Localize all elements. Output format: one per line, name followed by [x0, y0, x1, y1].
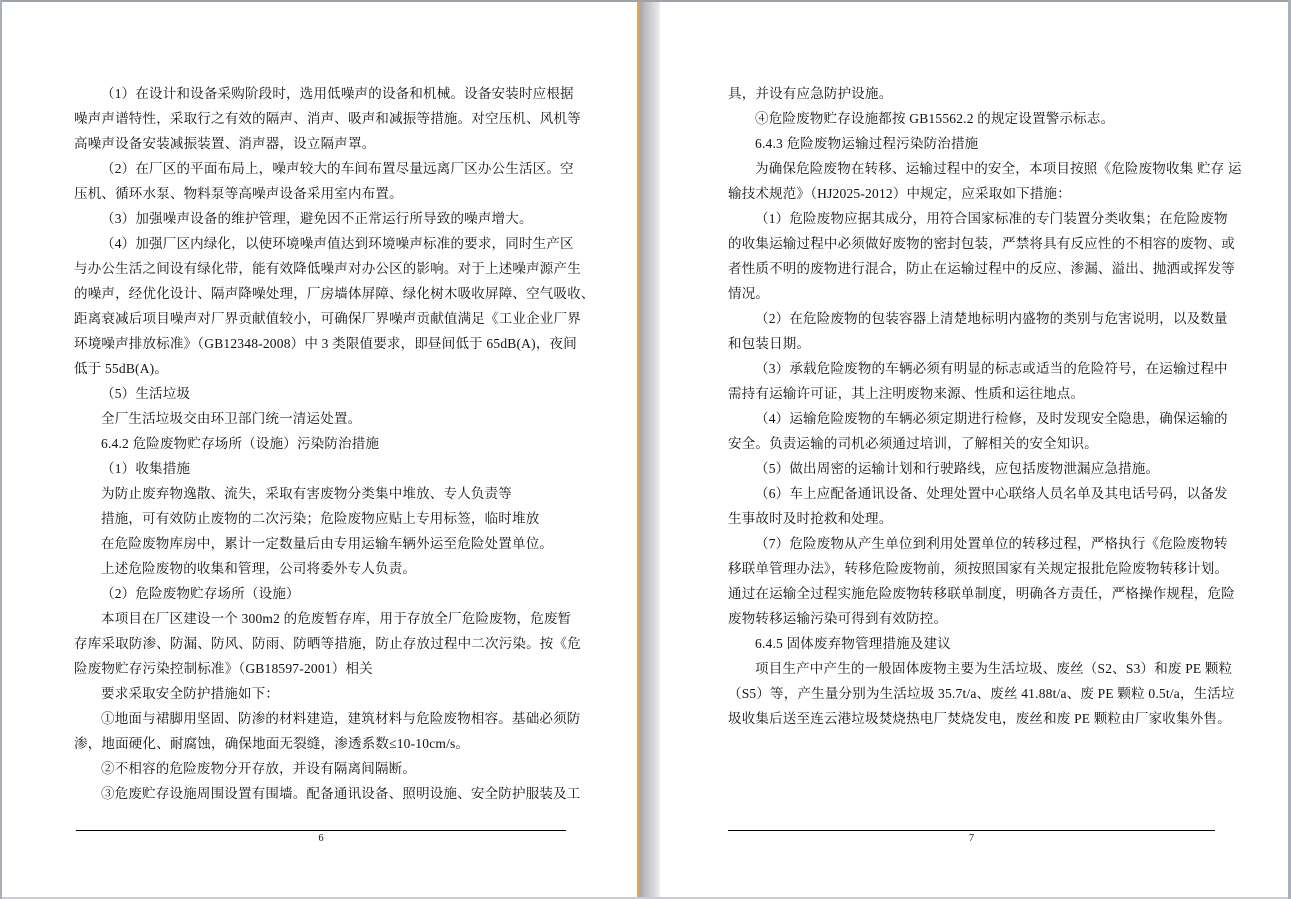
text-line: 的噪声，经优化设计、隔声降噪处理，厂房墙体屏障、绿化树木吸收屏障、空气吸收、	[74, 286, 595, 301]
text-line: ④危险废物贮存设施都按 GB15562.2 的规定设置警示标志。	[755, 111, 1115, 126]
page-6-text	[2, 2, 637, 806]
text-line: 废物转移运输污染可得到有效防控。	[728, 611, 948, 626]
text-line: 6.4.3 危险废物运输过程污染防治措施	[755, 136, 979, 151]
text-line: 需持有运输许可证，其上注明废物来源、性质和运往地点。	[728, 386, 1085, 401]
text-line: 压机、循环水泵、物料泵等高噪声设备采用室内布置。	[74, 186, 403, 201]
text-line: （S5）等，产生量分别为生活垃圾 35.7t/a、废丝 41.88t/a、废 PE 颗粒 0.5t/a，生活垃	[728, 686, 1235, 701]
text-line: 渗，地面硬化、耐腐蚀，确保地面无裂缝，渗透系数≤10-10cm/s。	[74, 736, 470, 751]
text-line: 通过在运输全过程实施危险废物转移联单制度，明确各方责任，严格操作规程，危险	[728, 586, 1235, 601]
text-line: 与办公生活之间设有绿化带，能有效降低噪声对办公区的影响。对于上述噪声源产生	[74, 261, 581, 276]
text-line: （5）生活垃圾	[101, 386, 191, 401]
text-line: 措施，可有效防止废物的二次污染；危险废物应贴上专用标签，临时堆放	[101, 511, 540, 526]
text-line: 存库采取防渗、防漏、防风、防雨、防晒等措施，防止存放过程中二次污染。按《危	[74, 636, 581, 651]
page-6-footer	[76, 830, 566, 844]
text-line: 输技术规范》（HJ2025-2012）中规定，应采取如下措施：	[728, 186, 1071, 201]
text-line: 环境噪声排放标准》（GB12348-2008）中 3 类限值要求，即昼间低于 65dB(A)，夜间	[74, 336, 577, 351]
page-7-footer	[728, 830, 1215, 844]
text-line: 者性质不明的废物进行混合，防止在运输过程中的反应、渗漏、溢出、抛洒或挥发等	[728, 261, 1235, 276]
text-line: （2）危险废物贮存场所（设施）	[101, 586, 300, 601]
text-line: 上述危险废物的收集和管理，公司将委外专人负责。	[101, 561, 417, 576]
text-line: 要求采取安全防护措施如下：	[101, 686, 280, 701]
text-line: 的收集运输过程中必须做好废物的密封包装，严禁将具有反应性的不相容的废物、或	[728, 236, 1235, 251]
window-edge-top	[0, 0, 1291, 2]
window-edge-left	[0, 0, 2, 899]
page-6	[2, 2, 637, 897]
text-line: 为确保危险废物在转移、运输过程中的安全，本项目按照《危险废物收集 贮存 运	[755, 161, 1242, 176]
text-line: （4）加强厂区内绿化，以使环境噪声值达到环境噪声标准的要求，同时生产区	[101, 236, 574, 251]
text-line: 生事故时及时抢救和处理。	[728, 511, 893, 526]
text-line: 项目生产中产生的一般固体废物主要为生活垃圾、废丝（S2、S3）和废 PE 颗粒	[755, 661, 1233, 676]
text-line: 6.4.5 固体废弃物管理措施及建议	[755, 636, 951, 651]
text-line: 和包装日期。	[728, 336, 811, 351]
text-line: 高噪声设备安装减振装置、消声器，设立隔声罩。	[74, 136, 376, 151]
text-line: 安全。负责运输的司机必须通过培训，了解相关的安全知识。	[728, 436, 1098, 451]
text-line: （5）做出周密的运输计划和行驶路线，应包括废物泄漏应急措施。	[755, 461, 1160, 476]
page-number: 6	[318, 833, 324, 844]
text-line: 噪声声谱特性，采取行之有效的隔声、消声、吸声和减振等措施。对空压机、风机等	[74, 111, 581, 126]
page-gutter	[637, 2, 660, 897]
text-line: （1）危险废物应据其成分，用符合国家标准的专门装置分类收集；在危险废物	[755, 211, 1228, 226]
text-line: 移联单管理办法》，转移危险废物前，须按照国家有关规定报批危险废物转移计划。	[728, 561, 1229, 576]
text-line: （3）承载危险废物的车辆必须有明显的标志或适当的危险符号，在运输过程中	[755, 361, 1228, 376]
text-line: （2）在厂区的平面布局上，噪声较大的车间布置尽量远离厂区办公生活区。空	[101, 161, 574, 176]
text-line: （4）运输危险废物的车辆必须定期进行检修，及时发现安全隐患，确保运输的	[755, 411, 1228, 426]
text-line: ②不相容的危险废物分开存放，并设有隔离间隔断。	[101, 761, 417, 776]
text-line: 距离衰减后项目噪声对厂界贡献值较小，可确保厂界噪声贡献值满足《工业企业厂界	[74, 311, 581, 326]
text-line: 为防止废弃物逸散、流失，采取有害废物分类集中堆放、专人负责等	[101, 486, 512, 501]
page-number: 7	[968, 833, 975, 844]
text-line: 本项目在厂区建设一个 300m2 的危废暂存库，用于存放全厂危险废物，危废暂	[101, 611, 572, 626]
text-line: （1）收集措施	[101, 461, 191, 476]
text-line: ③危废贮存设施周围设置有围墙。配备通讯设备、照明设施、安全防护服装及工	[101, 786, 581, 801]
text-line: 具，并设有应急防护设施。	[728, 86, 893, 101]
text-line: （6）车上应配备通讯设备、处理处置中心联络人员名单及其电话号码，以备发	[755, 486, 1228, 501]
text-line: （2）在危险废物的包装容器上清楚地标明内盛物的类别与危害说明，以及数量	[755, 311, 1228, 326]
text-line: 全厂生活垃圾交由环卫部门统一清运处置。	[101, 411, 362, 426]
text-line: 低于 55dB(A)。	[74, 361, 169, 376]
text-line: （3）加强噪声设备的维护管理，避免因不正常运行所导致的噪声增大。	[101, 211, 533, 226]
page-7	[660, 2, 1288, 897]
text-line: 6.4.2 危险废物贮存场所（设施）污染防治措施	[101, 436, 380, 451]
text-line: （7）危险废物从产生单位到利用处置单位的转移过程，严格执行《危险废物转	[755, 536, 1228, 551]
text-line: 在危险废物库房中，累计一定数量后由专用运输车辆外运至危险处置单位。	[101, 536, 554, 551]
text-line: ①地面与裙脚用坚固、防渗的材料建造，建筑材料与危险废物相容。基础必须防	[101, 711, 581, 726]
text-line: （1）在设计和设备采购阶段时，选用低噪声的设备和机械。设备安装时应根据	[101, 86, 574, 101]
page-7-text	[660, 2, 1288, 731]
text-line: 圾收集后送至连云港垃圾焚烧热电厂焚烧发电，废丝和废 PE 颗粒由厂家收集外售。	[728, 711, 1231, 726]
text-line: 情况。	[728, 286, 770, 301]
text-line: 险废物贮存污染控制标准》（GB18597-2001）相关	[74, 661, 373, 676]
